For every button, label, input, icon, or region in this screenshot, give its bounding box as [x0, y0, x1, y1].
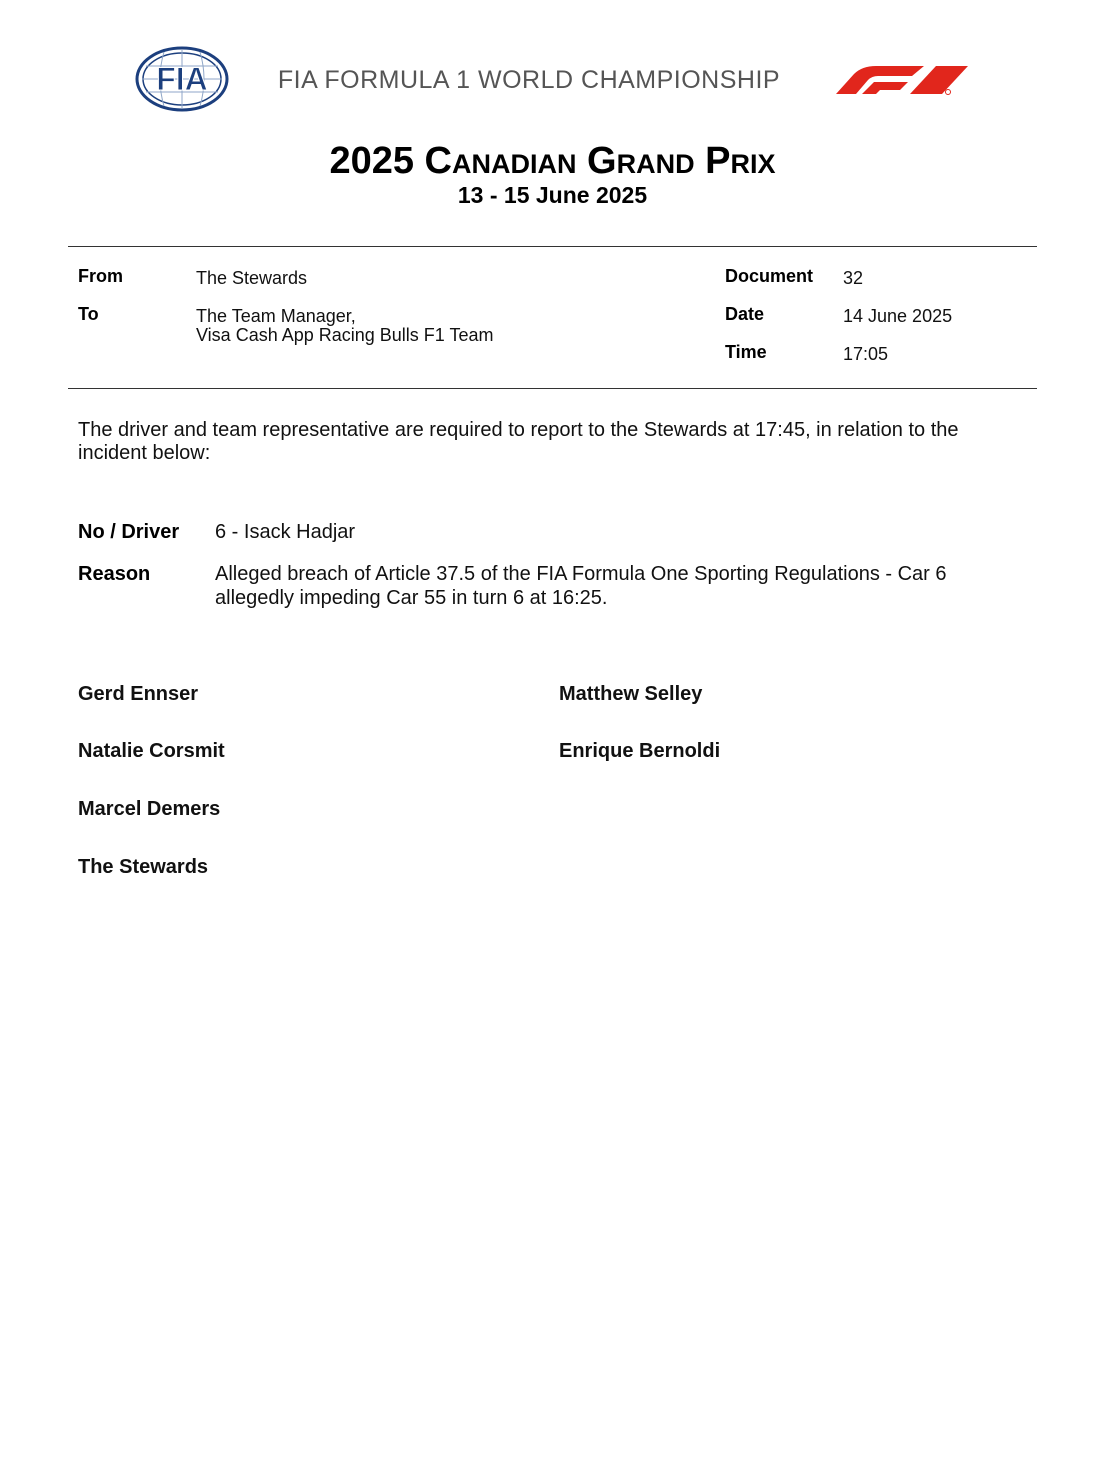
- driver-label: No / Driver: [78, 521, 180, 543]
- to-value-line2: Visa Cash App Racing Bulls F1 Team: [196, 325, 494, 345]
- event-dates: 13 - 15 June 2025: [457, 182, 648, 208]
- to-label: To: [78, 304, 99, 324]
- reason-line1: Alleged breach of Article 37.5 of the FIA Formula One Sporting Regulations - Car 6: [215, 563, 947, 585]
- time-label: Time: [725, 342, 767, 362]
- f1-logo: [832, 60, 972, 100]
- championship-title: FIA FORMULA 1 WORLD CHAMPIONSHIP: [277, 66, 781, 94]
- reason-label: Reason: [78, 563, 151, 585]
- date-label: Date: [725, 304, 765, 324]
- steward-name: Enrique Bernoldi: [559, 740, 721, 762]
- document-label: Document: [725, 266, 814, 286]
- date-value: 14 June 2025: [843, 306, 953, 326]
- intro-line2: incident below:: [78, 442, 211, 464]
- steward-name: Natalie Corsmit: [78, 740, 225, 762]
- intro-line1: The driver and team representative are required to report to the Stewards at 17:45, in relation to the: [78, 419, 959, 441]
- event-title: 2025 Canadian Grand Prix: [329, 140, 776, 182]
- steward-name: Gerd Ennser: [78, 683, 199, 705]
- document-value: 32: [843, 268, 864, 288]
- from-value: The Stewards: [196, 268, 308, 288]
- to-value-line1: The Team Manager,: [196, 306, 356, 326]
- reason-line2: allegedly impeding Car 55 in turn 6 at 16:25.: [215, 587, 608, 609]
- divider-top: [68, 246, 1037, 247]
- driver-value: 6 - Isack Hadjar: [215, 521, 356, 543]
- fia-logo-text: FIA: [156, 61, 208, 97]
- steward-name: Matthew Selley: [559, 683, 703, 705]
- stewards-signoff: The Stewards: [78, 856, 209, 878]
- from-label: From: [78, 266, 123, 286]
- steward-name: Marcel Demers: [78, 798, 221, 820]
- divider-bottom: [68, 388, 1037, 389]
- time-value: 17:05: [843, 344, 889, 364]
